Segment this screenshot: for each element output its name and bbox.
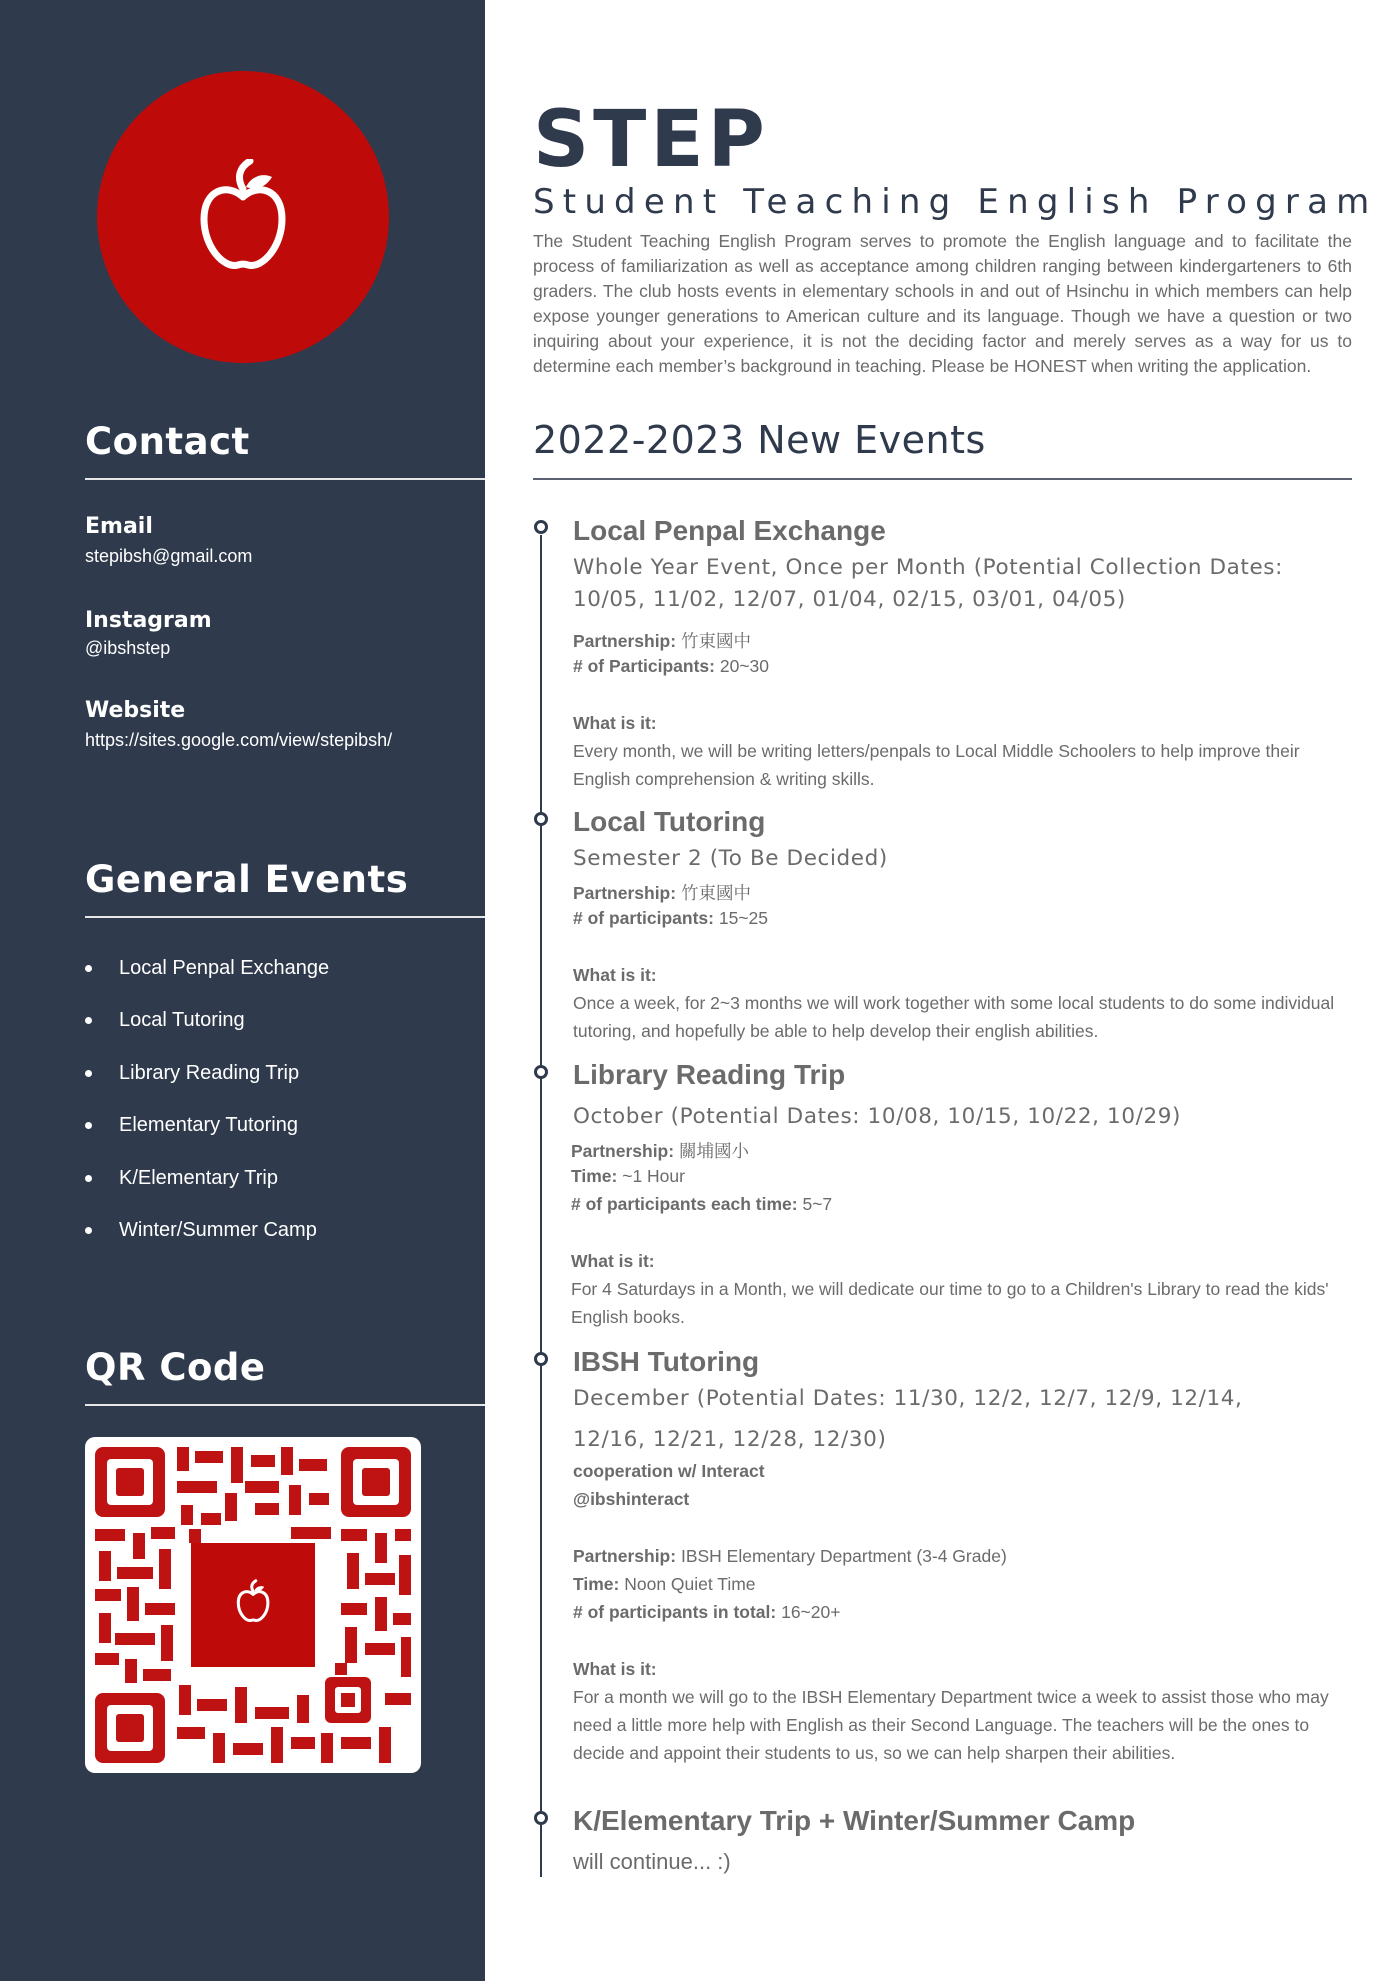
event-time: Time: ~1 Hour	[571, 1166, 685, 1186]
event-partnership: Partnership: 關埔國小	[571, 1141, 749, 1161]
event-participants: # of Participants: 20~30	[573, 656, 770, 676]
event-description: Once a week, for 2~3 months we will work together with some local students to do some individual tutoring, and hopefully be able to help develop their english abilities.	[573, 993, 1335, 1041]
event-schedule: 12/16, 12/21, 12/28, 12/30)	[573, 1427, 887, 1452]
website-link[interactable]: https://sites.google.com/view/stepibsh/	[85, 730, 393, 750]
event-what-label: What is it:	[573, 713, 657, 733]
event-description: For 4 Saturdays in a Month, we will dedicate our time to go to a Children's Library to read the kids' English books.	[571, 1279, 1329, 1327]
event-title: Library Reading Trip	[573, 1059, 846, 1090]
list-item: Library Reading Trip	[85, 1055, 329, 1107]
event-continuation: will continue... :)	[573, 1849, 731, 1874]
event-participants: # of participants: 15~25	[573, 908, 769, 928]
event-participants: # of participants each time: 5~7	[571, 1194, 833, 1214]
sidebar	[0, 0, 485, 1981]
list-item: Winter/Summer Camp	[85, 1212, 329, 1264]
event-what-label: What is it:	[571, 1251, 655, 1271]
general-events-heading: General Events	[85, 858, 409, 901]
email-link[interactable]: stepibsh@gmail.com	[85, 546, 253, 566]
website-label: Website	[85, 698, 186, 723]
page-subtitle: Student Teaching English Program	[533, 182, 1378, 222]
general-events-list	[85, 950, 329, 1264]
event-title: Local Penpal Exchange	[573, 515, 886, 546]
event-cooperation: cooperation w/ Interact	[573, 1461, 765, 1481]
new-events-heading: 2022-2023 New Events	[533, 418, 986, 462]
event-schedule: December (Potential Dates: 11/30, 12/2, 12/7, 12/9, 12/14,	[573, 1386, 1243, 1411]
event-schedule: Whole Year Event, Once per Month (Potential Collection Dates:	[573, 555, 1283, 580]
event-description: For a month we will go to the IBSH Elementary Department twice a week to assist those who may need a little more help with English as their Second Language. The teachers will be the ones to decide and appoint their students to us, so we can help sharpen their abilities.	[573, 1687, 1329, 1763]
instagram-label: Instagram	[85, 608, 212, 633]
event-schedule: 10/05, 11/02, 12/07, 01/04, 02/15, 03/01, 04/05)	[573, 587, 1126, 612]
timeline-line	[540, 535, 542, 1877]
list-item: Elementary Tutoring	[85, 1107, 329, 1159]
page-title: STEP	[533, 95, 769, 185]
event-partnership: Partnership: 竹東國中	[573, 631, 751, 651]
event-description: Every month, we will be writing letters/penpals to Local Middle Schoolers to help improve their English comprehension & writing skills.	[573, 741, 1300, 789]
list-item: K/Elementary Trip	[85, 1160, 329, 1212]
divider	[533, 478, 1352, 480]
contact-heading: Contact	[85, 420, 250, 463]
event-participants: # of participants in total: 16~20+	[573, 1602, 841, 1622]
event-schedule: October (Potential Dates: 10/08, 10/15, 10/22, 10/29)	[573, 1104, 1181, 1129]
timeline-node	[534, 1065, 548, 1079]
logo	[97, 71, 389, 363]
instagram-link[interactable]: @ibshstep	[85, 638, 171, 658]
email-label: Email	[85, 514, 153, 539]
list-item: Local Tutoring	[85, 1002, 329, 1054]
event-what-label: What is it:	[573, 1659, 657, 1679]
event-cooperation-handle: @ibshinteract	[573, 1489, 690, 1509]
timeline-node	[534, 1811, 548, 1825]
divider	[85, 478, 485, 480]
intro-paragraph: The Student Teaching English Program serves to promote the English language and to facilitate the process of familiarization as well as acceptance among children ranging between kindergarteners to 6th graders. The club hosts events in elementary schools in and out of Hsinchu in which members can help expose younger generations to American culture and its language. Though we have a question or two inquiring about your experience, it is not the deciding factor and merely serves as a way for us to determine each member’s background in teaching. Please be HONEST when writing the application.	[533, 231, 1352, 376]
list-item: Local Penpal Exchange	[85, 950, 329, 1002]
timeline-node	[534, 812, 548, 826]
apple-icon	[198, 159, 288, 274]
qr-heading: QR Code	[85, 1346, 266, 1389]
event-schedule: Semester 2 (To Be Decided)	[573, 846, 888, 871]
divider	[85, 916, 485, 918]
event-partnership: Partnership: IBSH Elementary Department (3-4 Grade)	[573, 1546, 1007, 1566]
qr-code[interactable]	[85, 1437, 421, 1773]
event-title: K/Elementary Trip + Winter/Summer Camp	[573, 1805, 1136, 1836]
event-what-label: What is it:	[573, 965, 657, 985]
qr-code-icon	[85, 1437, 421, 1773]
timeline-node	[534, 520, 548, 534]
timeline-node	[534, 1352, 548, 1366]
event-time: Time: Noon Quiet Time	[573, 1574, 756, 1594]
event-title: Local Tutoring	[573, 806, 766, 837]
event-partnership: Partnership: 竹東國中	[573, 883, 751, 903]
event-title: IBSH Tutoring	[573, 1346, 760, 1377]
divider	[85, 1404, 485, 1406]
